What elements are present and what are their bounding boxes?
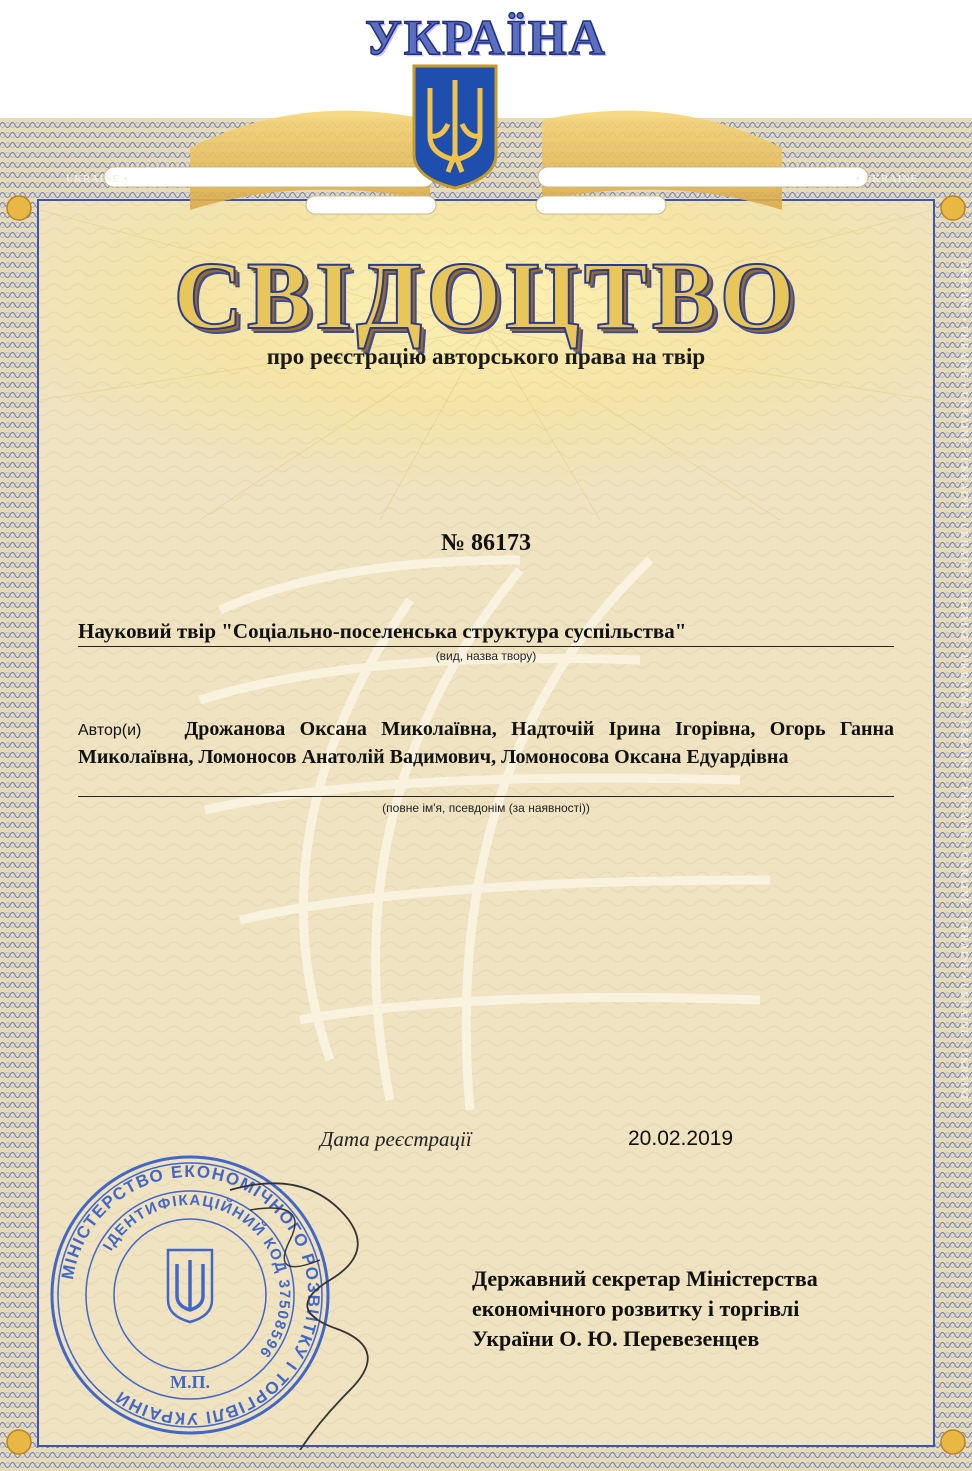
- registration-date-value: 20.02.2019: [628, 1127, 734, 1150]
- certificate-number: № 86173: [440, 530, 532, 556]
- stamp-inner-text: ІДЕНТИФІКАЦІЙНИЙ КОД 37508596: [99, 1191, 294, 1362]
- stamp-seal-mark: М.П.: [170, 1372, 210, 1392]
- signatory-block: [472, 1264, 912, 1354]
- signatory-line-1: Державний секретар Міністерства: [472, 1266, 818, 1291]
- work-title-rule: [78, 646, 894, 647]
- certificate-title: СВІДОЦТВО: [173, 242, 799, 349]
- work-title: Науковий твір "Соціально-поселенська структура суспільства": [78, 619, 687, 643]
- work-title-hint: (вид, назва твору): [435, 649, 537, 663]
- signatory-line-2: економічного розвитку і торгівлі: [472, 1296, 800, 1321]
- authors-hint: (повне ім'я, псевдонім (за наявності)): [382, 801, 590, 815]
- authors-label: Автор(и): [78, 722, 142, 739]
- authors-rule: [78, 796, 894, 797]
- registration-date-label: Дата реєстрації: [320, 1127, 472, 1151]
- trident-emblem-icon: [410, 62, 500, 192]
- stamp-outer-text: МІНІСТЕРСТВО ЕКОНОМІЧНОГО РОЗВИТКУ І ТОРГІВЛІ УКРАЇНИ: [57, 1161, 324, 1429]
- certificate-subtitle: про реєстрацію авторського права на твір: [266, 344, 706, 369]
- svg-text:UKRAINE •: UKRAINE •: [66, 174, 129, 185]
- authors-block: [78, 716, 894, 771]
- svg-text:UKRAINE • UKRAINE • UKRAINE •: UKRAINE • UKRAINE • UKRAINE • UKRAINE • UKRAINE • UKRAINE • UKRAINE • UKRAINE • UKRAINE • UKRAINE • UKRAINE • UKRAINE • UKRAINE: [958, 260, 969, 1103]
- signatory-line-3: України О. Ю. Перевезенцев: [472, 1326, 760, 1351]
- authors-names: Дрожанова Оксана Миколаївна, Надточій Ірина Ігорівна, Огорь Ганна Миколаївна, Ломоносов Анатолій Вадимович, Ломоносова Оксана Едуардівна: [78, 718, 894, 768]
- svg-text:• UKRAINE: • UKRAINE: [856, 174, 919, 185]
- signature-icon: [190, 1150, 450, 1450]
- country-title: УКРАЇНА: [365, 9, 607, 65]
